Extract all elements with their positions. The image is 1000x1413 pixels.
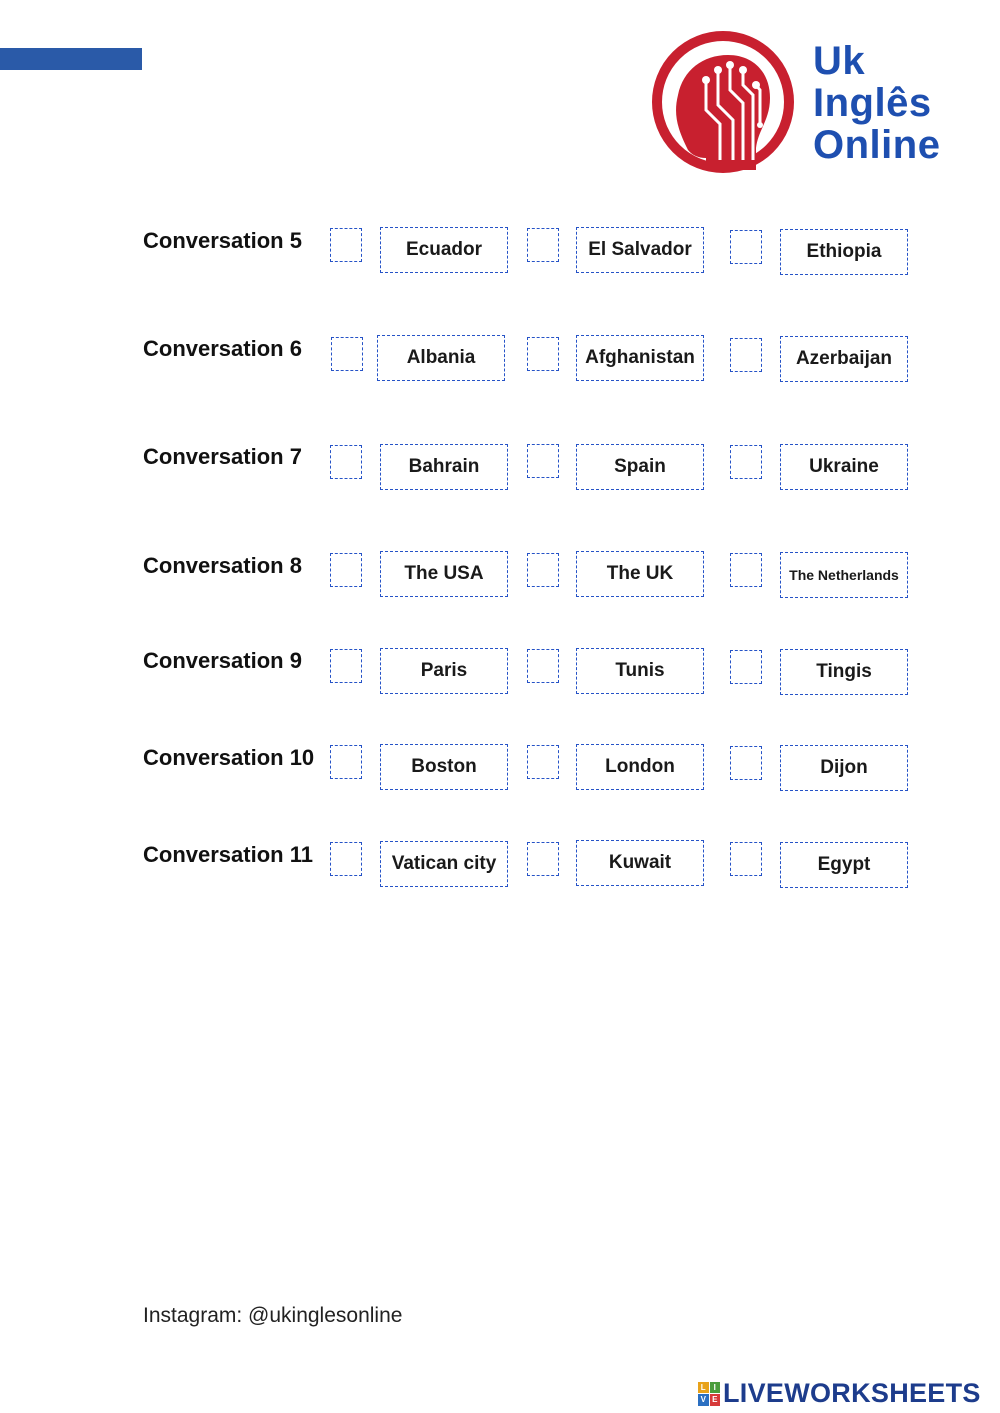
brand-line-2: Inglês (813, 81, 932, 125)
icon-letter-v: V (698, 1394, 709, 1406)
answer-checkbox-2[interactable] (527, 745, 559, 779)
conversation-row-9 (0, 648, 1000, 708)
option-box-1: Paris (380, 648, 508, 694)
answer-checkbox-2[interactable] (527, 842, 559, 876)
conversation-label: Conversation 11 (143, 842, 313, 867)
brand-line-1: Uk (813, 39, 866, 83)
conversation-label: Conversation 7 (143, 444, 302, 469)
conversation-label: Conversation 8 (143, 553, 302, 578)
option-box-3: Ukraine (780, 444, 908, 490)
option-box-3: Tingis (780, 649, 908, 695)
icon-letter-l: L (698, 1382, 709, 1394)
answer-checkbox-3[interactable] (730, 338, 762, 372)
option-box-1: Vatican city (380, 841, 508, 887)
answer-checkbox-1[interactable] (330, 445, 362, 479)
conversation-row-8 (0, 553, 1000, 613)
brand-line-3: Online (813, 123, 941, 167)
answer-checkbox-2[interactable] (527, 228, 559, 262)
icon-letter-i: I (710, 1382, 721, 1394)
conversation-label: Conversation 5 (143, 228, 302, 253)
brand-name (813, 40, 940, 166)
option-box-3: Ethiopia (780, 229, 908, 275)
option-box-2: Afghanistan (576, 335, 704, 381)
liveworksheets-icon (698, 1382, 720, 1406)
option-box-3: The Netherlands (780, 552, 908, 598)
head-circuit-icon (648, 30, 798, 180)
answer-checkbox-2[interactable] (527, 649, 559, 683)
option-box-1: Albania (377, 335, 505, 381)
conversation-label: Conversation 9 (143, 648, 302, 673)
answer-checkbox-2[interactable] (527, 444, 559, 478)
conversation-label: Conversation 6 (143, 336, 302, 361)
conversation-row-10 (0, 745, 1000, 805)
conversation-row-7 (0, 444, 1000, 504)
option-box-1: The USA (380, 551, 508, 597)
watermark-text: LIVEWORKSHEETS (723, 1378, 981, 1408)
conversation-row-6 (0, 336, 1000, 396)
answer-checkbox-1[interactable] (330, 649, 362, 683)
option-box-3: Azerbaijan (780, 336, 908, 382)
option-box-2: The UK (576, 551, 704, 597)
option-box-3: Egypt (780, 842, 908, 888)
icon-letter-e: E (710, 1394, 721, 1406)
answer-checkbox-2[interactable] (527, 553, 559, 587)
header-accent-bar (0, 48, 142, 70)
answer-checkbox-2[interactable] (527, 337, 559, 371)
option-box-2: Spain (576, 444, 704, 490)
conversation-row-11 (0, 842, 1000, 902)
option-box-1: Ecuador (380, 227, 508, 273)
answer-checkbox-3[interactable] (730, 445, 762, 479)
answer-checkbox-1[interactable] (330, 745, 362, 779)
answer-checkbox-1[interactable] (331, 337, 363, 371)
option-box-2: London (576, 744, 704, 790)
instagram-handle: Instagram: @ukinglesonline (143, 1304, 403, 1327)
answer-checkbox-3[interactable] (730, 842, 762, 876)
answer-checkbox-3[interactable] (730, 746, 762, 780)
conversation-label: Conversation 10 (143, 745, 315, 770)
option-box-2: Kuwait (576, 840, 704, 886)
option-box-3: Dijon (780, 745, 908, 791)
answer-checkbox-1[interactable] (330, 553, 362, 587)
answer-checkbox-3[interactable] (730, 553, 762, 587)
option-box-2: El Salvador (576, 227, 704, 273)
brand-logo (648, 30, 978, 180)
answer-checkbox-1[interactable] (330, 842, 362, 876)
option-box-1: Boston (380, 744, 508, 790)
answer-checkbox-1[interactable] (330, 228, 362, 262)
liveworksheets-watermark (698, 1378, 981, 1409)
option-box-1: Bahrain (380, 444, 508, 490)
conversation-row-5 (0, 228, 1000, 288)
answer-checkbox-3[interactable] (730, 650, 762, 684)
option-box-2: Tunis (576, 648, 704, 694)
answer-checkbox-3[interactable] (730, 230, 762, 264)
